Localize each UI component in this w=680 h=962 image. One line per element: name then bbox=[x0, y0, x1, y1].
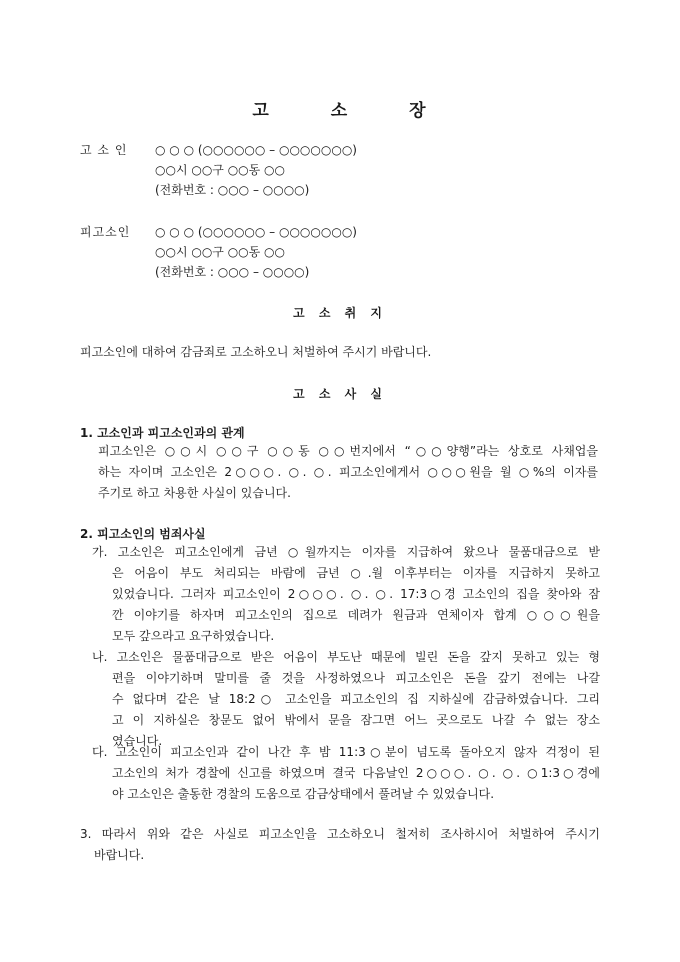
item-line: 나. 고소인은 물품대금으로 받은 어음이 부도난 때문에 빌린 돈을 갚지 못하고 있는 형 bbox=[92, 650, 600, 664]
title-char-2: 소 bbox=[330, 101, 350, 121]
closing-line: 3. 따라서 위와 같은 사실로 피고소인을 고소하오니 철저히 조사하시어 처벌하여 주시기 bbox=[80, 827, 600, 841]
purpose-text: 피고소인에 대하여 감금죄로 고소하오니 처벌하여 주시기 바랍니다. bbox=[80, 345, 432, 359]
accused-phone: (전화번호 : ○○○ – ○○○○) bbox=[155, 265, 310, 279]
section1-heading: 1. 고소인과 피고소인과의 관계 bbox=[80, 426, 245, 440]
item-line: 편을 이야기하며 말미를 줄 것을 사정하였으나 피고소인은 돈을 갚기 전에는 나갈 bbox=[112, 671, 600, 685]
section1-line: 피고소인은 ○○시 ○○구 ○○동 ○○번지에서 “○○양행”라는 상호로 사채업을 bbox=[98, 444, 598, 458]
section1-line: 주기로 하고 차용한 사실이 있습니다. bbox=[98, 486, 291, 500]
closing-line: 바랍니다. bbox=[94, 848, 145, 862]
complainant-label: 고 소 인 bbox=[80, 143, 128, 157]
title-char-1: 고 bbox=[252, 101, 271, 121]
purpose-heading: 고 소 취 지 bbox=[293, 306, 387, 320]
item-line: 였습니다. bbox=[112, 734, 163, 748]
title-char-3: 장 bbox=[409, 101, 428, 121]
section2-heading: 2. 피고소인의 범죄사실 bbox=[80, 527, 206, 541]
section2-item-ga bbox=[92, 542, 600, 647]
item-line: 가. 고소인은 피고소인에게 금년 ○월까지는 이자를 지급하여 왔으나 물품대금으로 받 bbox=[92, 545, 600, 559]
accused-address: ○○시 ○○구 ○○동 ○○ bbox=[155, 245, 285, 259]
accused-block bbox=[80, 222, 620, 282]
complainant-phone: (전화번호 : ○○○ – ○○○○) bbox=[155, 183, 310, 197]
item-line: 다. 고소인이 피고소인과 같이 나간 후 밤 11:3○분이 넘도록 돌아오지 않자 걱정이 된 bbox=[92, 745, 600, 759]
closing-block bbox=[80, 824, 600, 866]
item-line: 고소인의 처가 경찰에 신고를 하였으며 결국 다음날인 2○○○. ○. ○. ○1:3○경에 bbox=[112, 766, 600, 780]
section2-item-na bbox=[92, 647, 600, 752]
section1-line: 하는 자이며 고소인은 2○○○. ○. ○. 피고소인에게서 ○○○원을 월 ○%의 이자를 bbox=[98, 465, 598, 479]
accused-name: ○ ○ ○ (○○○○○○ – ○○○○○○○) bbox=[155, 225, 357, 239]
item-line: 모두 갚으라고 요구하였습니다. bbox=[112, 629, 275, 643]
item-line: 있었습니다. 그러자 피고소인이 2○○○. ○. ○. 17:3○경 고소인의 집을 찾아와 잠 bbox=[112, 587, 600, 601]
accused-label: 피고소인 bbox=[80, 225, 131, 239]
complainant-name: ○ ○ ○ (○○○○○○ – ○○○○○○○) bbox=[155, 143, 357, 157]
facts-heading: 고 소 사 실 bbox=[293, 387, 387, 401]
item-line: 은 어음이 부도 처리되는 바람에 금년 ○.월 이후부터는 이자를 지급하지 못하고 bbox=[112, 566, 600, 580]
item-line: 깐 이야기를 하자며 피고소인의 집으로 데려가 원금과 연체이자 합계 ○○○원을 bbox=[112, 608, 600, 622]
document-title bbox=[0, 96, 680, 121]
complainant-block bbox=[80, 140, 620, 200]
item-line: 야 고소인은 출동한 경찰의 도움으로 감금상태에서 풀려날 수 있었습니다. bbox=[112, 787, 495, 801]
item-line: 수 없다며 같은 날 18:2○ 고소인을 피고소인의 집 지하실에 감금하였습니다. 그리 bbox=[112, 692, 600, 706]
item-line: 고 이 지하실은 창문도 없어 밖에서 문을 잠그면 어느 곳으로도 나갈 수 없는 장소 bbox=[112, 713, 600, 727]
complainant-address: ○○시 ○○구 ○○동 ○○ bbox=[155, 163, 285, 177]
section2-item-da bbox=[92, 742, 600, 805]
section1-body bbox=[98, 441, 598, 504]
